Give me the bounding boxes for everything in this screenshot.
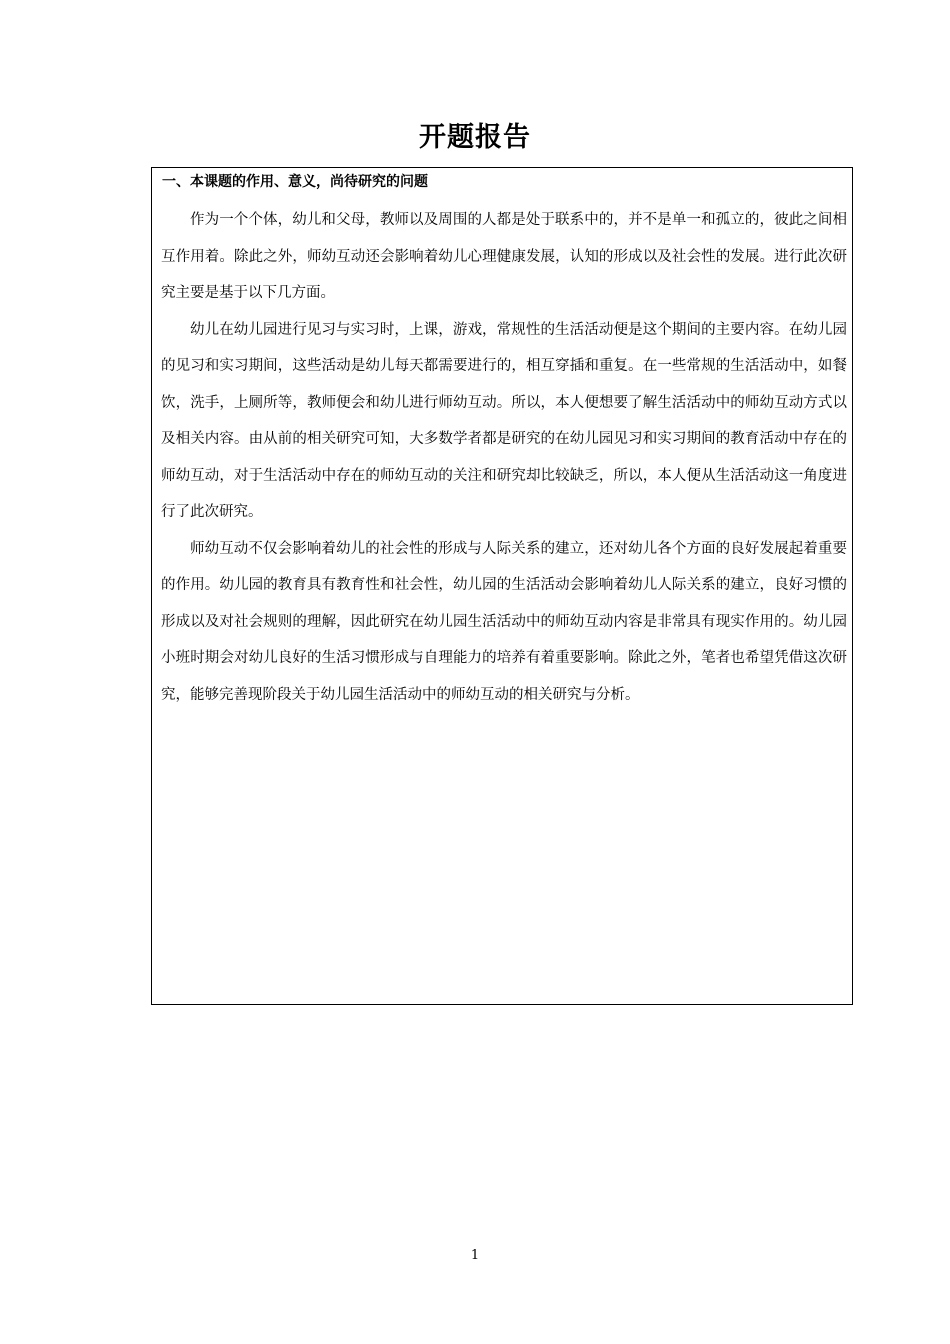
paragraph-2: 幼儿在幼儿园进行见习与实习时，上课，游戏，常规性的生活活动便是这个期间的主要内容。在幼儿园的见习和实习期间，这些活动是幼儿每天都需要进行的，相互穿插和重复。在一些常规的生活活动中，如餐饮，洗手，上厕所等，教师便会和幼儿进行师幼互动。所以，本人便想要了解生活活动中的师幼互动方式以及相关内容。由从前的相关研究可知，大多数学者都是研究的在幼儿园见习和实习期间的教育活动中存在的师幼互动，对于生活活动中存在的师幼互动的关注和研究却比较缺乏，所以，本人便从生活活动这一角度进行了此次研究。 (161, 321, 847, 520)
report-table-cell (151, 167, 853, 1005)
page-title: 开题报告 (419, 122, 531, 153)
section-body (161, 202, 847, 713)
paragraph-1: 作为一个个体，幼儿和父母，教师以及周围的人都是处于联系中的，并不是单一和孤立的，彼此之间相互作用着。除此之外，师幼互动还会影响着幼儿心理健康发展，认知的形成以及社会性的发展。进行此次研究主要是基于以下几方面。 (161, 212, 847, 301)
page-number: 1 (470, 1248, 480, 1263)
section-heading: 一、本课题的作用、意义，尚待研究的问题 (162, 174, 428, 190)
paragraph-3: 师幼互动不仅会影响着幼儿的社会性的形成与人际关系的建立，还对幼儿各个方面的良好发展起着重要的作用。幼儿园的教育具有教育性和社会性，幼儿园的生活活动会影响着幼儿人际关系的建立，良好习惯的形成以及对社会规则的理解，因此研究在幼儿园生活活动中的师幼互动内容是非常具有现实作用的。幼儿园小班时期会对幼儿良好的生活习惯形成与自理能力的培养有着重要影响。除此之外，笔者也希望凭借这次研究，能够完善现阶段关于幼儿园生活活动中的师幼互动的相关研究与分析。 (161, 540, 847, 703)
